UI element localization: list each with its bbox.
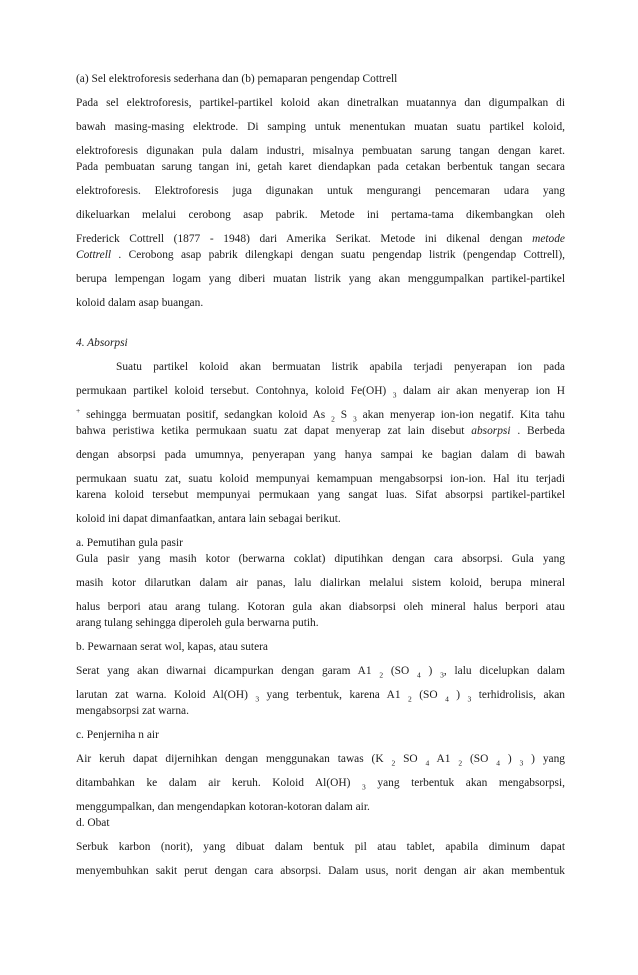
text-run: ditambahkan ke dalam air keruh. Koloid Al(OH): [76, 777, 362, 789]
subscript-text: 3: [519, 758, 524, 768]
paragraph-line: [76, 296, 565, 310]
text-run: A1: [429, 753, 459, 765]
list-item-heading: [76, 640, 565, 654]
paragraph-line: [116, 360, 565, 374]
text-run: ): [420, 665, 441, 677]
text-run: halus berpori atau arang tulang. Kotoran gula akan diabsorpsi oleh mineral halus berpori atau: [76, 601, 565, 613]
paragraph-line: [76, 552, 565, 566]
text-run: berupa lempengan logam yang diberi muatan listrik yang akan menggumpalkan partikel-partikel: [76, 273, 565, 285]
paragraph-line: [76, 840, 565, 854]
paragraph-line: [76, 752, 565, 766]
text-run: . Berbeda: [510, 425, 565, 437]
text-run: Pada sel elektroforesis, partikel-partikel koloid akan dinetralkan muatannya dan digumpalkan di: [76, 97, 565, 109]
paragraph-line: [76, 600, 565, 614]
section-heading: [76, 336, 565, 350]
paragraph-line: [76, 144, 565, 158]
subscript-text: 3: [440, 670, 444, 680]
text-run: bawah masing-masing elektrode. Di samping untuk menentukan muatan suatu partikel koloid,: [76, 121, 565, 133]
text-run: permukaan partikel koloid tersebut. Contohnya, koloid Fe(OH): [76, 385, 393, 397]
paragraph-line: [76, 120, 565, 134]
text-run: , lalu dicelupkan dalam: [443, 665, 565, 677]
paragraph-line: [76, 248, 565, 262]
text-run: menyembuhkan sakit perut dengan cara absorpsi. Dalam usus, norit dengan air akan membentuk: [76, 865, 565, 877]
text-run: terhidrolisis, akan: [471, 689, 565, 701]
paragraph-line: [76, 488, 565, 502]
text-run: (SO: [462, 753, 497, 765]
paragraph-line: [76, 704, 565, 718]
text-run: c. Penjerniha n air: [76, 729, 159, 741]
subscript-text: 4: [445, 694, 449, 704]
text-run: Serbuk karbon (norit), yang dibuat dalam bentuk pil atau tablet, apabila diminum dapat: [76, 841, 565, 853]
text-run: ): [448, 689, 468, 701]
paragraph-line: [76, 664, 565, 678]
list-item-heading: [76, 536, 565, 550]
paragraph-line: [76, 96, 565, 110]
text-run: Pada pembuatan sarung tangan ini, getah karet diendapkan pada cetakan berbentuk tangan secara: [76, 161, 565, 173]
text-run: ) yang: [523, 753, 565, 765]
figure-caption: [76, 72, 565, 86]
list-item-heading: [76, 728, 565, 742]
text-run: dikeluarkan melalui cerobong asap pabrik. Metode ini pertama-tama dikembangkan oleh: [76, 209, 565, 221]
text-run: Serat yang akan diwarnai dicampurkan dengan garam A1: [76, 665, 380, 677]
subscript-text: 2: [408, 694, 412, 704]
paragraph-line: [76, 424, 565, 438]
paragraph-line: [76, 472, 565, 486]
subscript-text: 2: [331, 414, 335, 424]
subscript-text: 3: [467, 694, 472, 704]
subscript-text: 3: [392, 390, 397, 400]
subscript-text: 4: [425, 758, 430, 768]
text-run: Suatu partikel koloid akan bermuatan listrik apabila terjadi penyerapan ion pada: [116, 361, 565, 373]
text-run: b. Pewarnaan serat wol, kapas, atau sutera: [76, 641, 268, 653]
text-run: masih kotor dilarutkan dalam air panas, lalu dialirkan melalui sistem koloid, berupa mineral: [76, 577, 565, 589]
text-run: S: [334, 409, 353, 421]
subscript-text: 2: [458, 758, 463, 768]
text-run: (SO: [411, 689, 446, 701]
text-run: Air keruh dapat dijernihkan dengan menggunakan tawas (K: [76, 753, 392, 765]
text-run: a. Pemutihan gula pasir: [76, 537, 183, 549]
italic-text: absorpsi: [471, 425, 511, 437]
paragraph-line: [76, 408, 565, 422]
subscript-text: 3: [362, 782, 366, 792]
subscript-text: 2: [379, 670, 384, 680]
paragraph-line: [76, 448, 565, 462]
text-run: dengan absorpsi pada umumnya, penyerapan yang hanya sampai ke bagian dalam di bawah: [76, 449, 565, 461]
paragraph-line: [76, 384, 565, 398]
paragraph-line: [76, 512, 565, 526]
paragraph-line: [76, 184, 565, 198]
text-run: menggumpalkan, dan mengendapkan kotoran-kotoran dalam air.: [76, 801, 370, 813]
text-run: elektroforesis. Elektroforesis juga digunakan untuk mengurangi pencemaran udara yang: [76, 185, 565, 197]
text-run: Frederick Cottrell (1877 - 1948) dari Amerika Serikat. Metode ini dikenal dengan: [76, 233, 533, 245]
text-run: . Cerobong asap pabrik dilengkapi dengan suatu pengendap listrik (pengendap Cottrell),: [111, 249, 565, 261]
text-run: (a) Sel elektroforesis sederhana dan (b) pemaparan pengendap Cottrell: [76, 73, 398, 85]
text-run: larutan zat warna. Koloid Al(OH): [76, 689, 256, 701]
text-run: SO: [395, 753, 426, 765]
subscript-text: 3: [352, 414, 357, 424]
paragraph-line: [76, 272, 565, 286]
text-run: koloid ini dapat dimanfaatkan, antara lain sebagai berikut.: [76, 513, 341, 525]
subscript-text: 4: [417, 670, 421, 680]
text-run: bahwa peristiwa ketika permukaan suatu zat dapat menyerap zat lain disebut: [76, 425, 472, 437]
paragraph-line: [76, 776, 565, 790]
subscript-text: 3: [255, 694, 260, 704]
italic-text: Cottrell: [76, 249, 112, 261]
subscript-text: 2: [391, 758, 396, 768]
text-run: d. Obat: [76, 817, 110, 829]
italic-text: metode: [532, 233, 565, 245]
text-run: akan menyerap ion-ion negatif. Kita tahu: [356, 409, 565, 421]
paragraph-line: [76, 232, 565, 246]
paragraph-line: [76, 864, 565, 878]
text-run: yang terbentuk, karena A1: [259, 689, 409, 701]
text-run: elektroforesis digunakan pula dalam industri, misalnya pembuatan sarung tangan dengan karet.: [76, 145, 565, 157]
text-run: dalam air akan menyerap ion H: [396, 385, 566, 397]
paragraph-line: [76, 616, 565, 630]
text-run: arang tulang sehingga diperoleh gula berwarna putih.: [76, 617, 319, 629]
paragraph-line: [76, 208, 565, 222]
list-item-heading: [76, 816, 565, 830]
text-run: Gula pasir yang masih kotor (berwarna coklat) diputihkan dengan cara absorpsi. Gula yang: [76, 553, 565, 565]
text-run: sehingga bermuatan positif, sedangkan koloid As: [80, 409, 332, 421]
text-run: ): [499, 753, 520, 765]
text-run: koloid dalam asap buangan.: [76, 297, 204, 309]
italic-text: 4. Absorpsi: [76, 337, 128, 349]
text-run: (SO: [383, 665, 417, 677]
paragraph-line: [76, 160, 565, 174]
text-run: mengabsorpsi zat warna.: [76, 705, 189, 717]
paragraph-line: [76, 688, 565, 702]
text-run: yang terbentuk akan mengabsorpsi,: [365, 777, 566, 789]
text-run: karena koloid tersebut mempunyai permukaan yang sangat luas. Sifat absorpsi partikel-partikel: [76, 489, 565, 501]
superscript-text: +: [76, 406, 81, 416]
paragraph-line: [76, 576, 565, 590]
subscript-text: 4: [496, 758, 500, 768]
text-run: permukaan suatu zat, suatu koloid mempunyai kemampuan mengabsorpsi ion-ion. Hal itu terjadi: [76, 473, 565, 485]
paragraph-line: [76, 800, 565, 814]
